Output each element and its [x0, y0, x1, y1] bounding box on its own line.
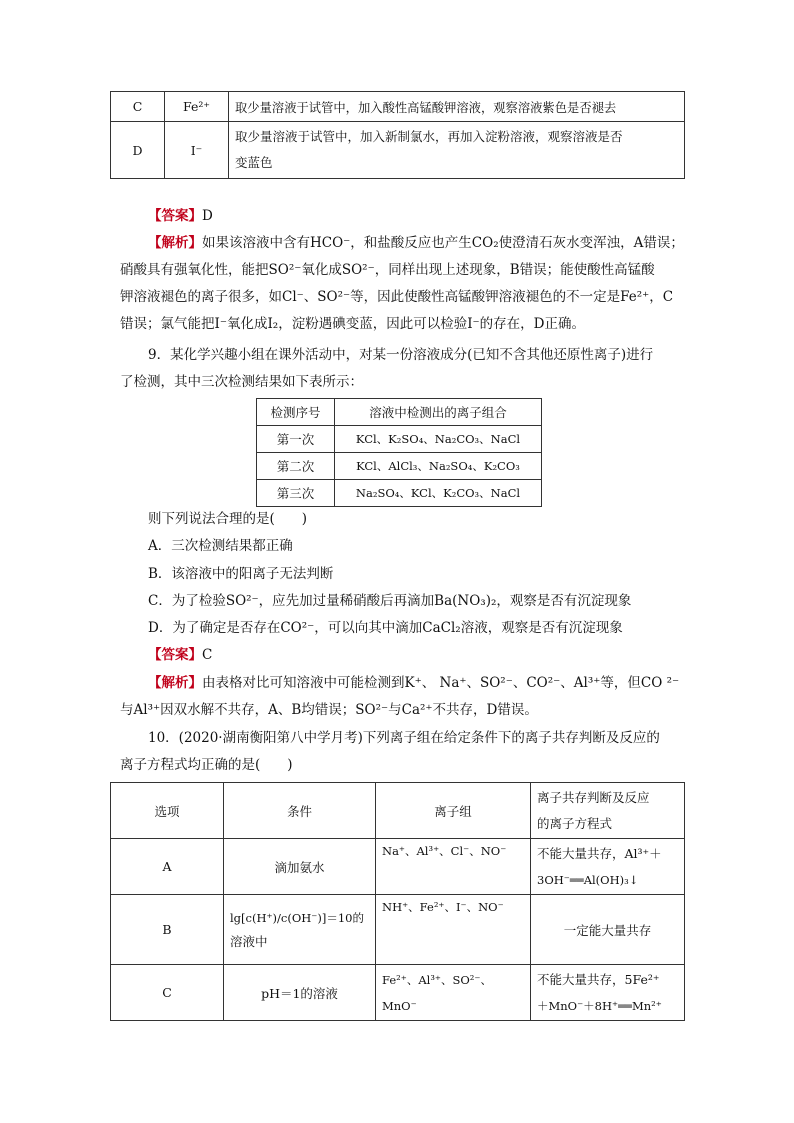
table-row	[111, 92, 685, 122]
option-a: A．三次检测结果都正确	[148, 538, 293, 554]
answer-value: C	[202, 647, 213, 663]
answer-8	[148, 203, 708, 230]
option-cell: A	[111, 839, 224, 895]
explanation-8-line: 钾溶液褪色的离子很多，如Cl⁻、SO²⁻等，因此使酸性高锰酸钾溶液褪色的不一定是Fe²⁺，C	[120, 289, 674, 305]
detection-table	[256, 398, 542, 507]
question-9-stem: 了检测，其中三次检测结果如下表所示：	[120, 374, 363, 390]
condition-line: lg[c(H⁺)/c(OH⁻)]＝10的	[230, 910, 364, 925]
table-row	[111, 895, 685, 965]
cell: Na₂SO₄、KCl、K₂CO₃、NaCl	[335, 480, 542, 507]
ion-test-table	[110, 91, 685, 179]
table-row	[257, 453, 542, 480]
explanation-8-line: 错误；氯气能把I⁻氧化成I₂，淀粉遇碘变蓝，因此可以检验I⁻的存在，D正确。	[120, 316, 585, 332]
explanation-9-line: 与Al³⁺因双水解不共存，A、B均错误；SO²⁻与Ca²⁺不共存，D错误。	[120, 702, 538, 718]
question-9-prompt: 则下列说法合理的是( )	[148, 511, 308, 527]
explanation-8-line	[148, 230, 708, 257]
explanation-8-line: 硝酸具有强氧化性，能把SO²⁻氧化成SO²⁻，同样出现上述现象，B错误；能使酸性高锰酸	[120, 262, 655, 278]
answer-tag: 【答案】	[148, 647, 202, 663]
ions-cell: NH⁺、Fe²⁺、I⁻、NO⁻	[376, 895, 531, 965]
ions-cell: Na⁺、Al³⁺、Cl⁻、NO⁻	[376, 839, 531, 895]
judge-cell	[531, 839, 685, 895]
table-row	[257, 426, 542, 453]
answer-9	[148, 642, 708, 669]
ions-cell	[376, 965, 531, 1021]
explanation-text: 如果该溶液中含有HCO⁻，和盐酸反应也产生CO₂使澄清石灰水变浑浊，A错误；	[202, 235, 684, 251]
ion-cell: Fe²⁺	[165, 92, 229, 122]
method-line: 取少量溶液于试管中，加入新制氯水，再加入淀粉溶液，观察溶液是否	[235, 129, 623, 144]
ions-line: MnO⁻	[382, 998, 417, 1013]
ions-line: Fe²⁺、Al³⁺、SO²⁻、	[382, 972, 492, 987]
option-cell: C	[111, 92, 165, 122]
question-10-stem: 离子方程式均正确的是( )	[120, 757, 293, 773]
option-b: B．该溶液中的阳离子无法判断	[148, 566, 334, 582]
table-row	[111, 965, 685, 1021]
option-c: C．为了检验SO²⁻，应先加过量稀硝酸后再滴加Ba(NO₃)₂，观察是否有沉淀现象	[148, 593, 632, 609]
option-d: D．为了确定是否存在CO²⁻，可以向其中滴加CaCl₂溶液，观察是否有沉淀现象	[148, 620, 623, 636]
judge-cell: 一定能大量共存	[531, 895, 685, 965]
ion-cell: I⁻	[165, 122, 229, 179]
table-row	[111, 839, 685, 895]
option-cell: B	[111, 895, 224, 965]
answer-value: D	[202, 208, 213, 224]
header-cell: 溶液中检测出的离子组合	[335, 399, 542, 426]
condition-cell: 滴加氨水	[224, 839, 376, 895]
table-row	[111, 122, 685, 179]
method-cell	[229, 122, 685, 179]
header-cell: 离子组	[376, 783, 531, 839]
cell: 第三次	[257, 480, 335, 507]
header-cell: 检测序号	[257, 399, 335, 426]
header-cell: 选项	[111, 783, 224, 839]
method-cell: 取少量溶液于试管中，加入酸性高锰酸钾溶液，观察溶液紫色是否褪去	[229, 92, 685, 122]
table-row	[257, 480, 542, 507]
judge-line: 3OH⁻══Al(OH)₃↓	[537, 872, 639, 887]
table-header-row	[257, 399, 542, 426]
condition-line: 溶液中	[230, 933, 268, 949]
judge-line: 不能大量共存，Al³⁺＋	[537, 845, 662, 861]
option-cell: D	[111, 122, 165, 179]
header-cell: 条件	[224, 783, 376, 839]
header-cell	[531, 783, 685, 839]
answer-tag: 【答案】	[148, 208, 202, 224]
cell: 第一次	[257, 426, 335, 453]
explanation-tag: 【解析】	[148, 675, 202, 691]
judge-line: 不能大量共存，5Fe²⁺	[537, 971, 660, 987]
option-cell: C	[111, 965, 224, 1021]
condition-cell	[224, 895, 376, 965]
method-line: 变蓝色	[235, 155, 273, 170]
explanation-text: 由表格对比可知溶液中可能检测到K⁺、 Na⁺、SO²⁻、CO²⁻、Al³⁺等，但CO ²⁻	[202, 675, 680, 691]
header-line: 离子共存判断及反应	[537, 789, 650, 805]
explanation-tag: 【解析】	[148, 235, 202, 251]
condition-cell: pH＝1的溶液	[224, 965, 376, 1021]
cell: KCl、K₂SO₄、Na₂CO₃、NaCl	[335, 426, 542, 453]
judge-cell	[531, 965, 685, 1021]
cell: KCl、AlCl₃、Na₂SO₄、K₂CO₃	[335, 453, 542, 480]
question-9-stem: 9．某化学兴趣小组在课外活动中，对某一份溶液成分(已知不含其他还原性离子)进行	[148, 347, 654, 363]
table-header-row	[111, 783, 685, 839]
explanation-9-line	[148, 670, 708, 697]
cell: 第二次	[257, 453, 335, 480]
judge-line: ＋MnO⁻＋8H⁺══Mn²⁺	[537, 998, 662, 1013]
question-10-stem: 10．(2020·湖南衡阳第八中学月考)下列离子组在给定条件下的离子共存判断及反应的	[148, 730, 660, 746]
header-line: 的离子方程式	[537, 815, 613, 831]
ion-coexistence-table	[110, 782, 685, 1021]
